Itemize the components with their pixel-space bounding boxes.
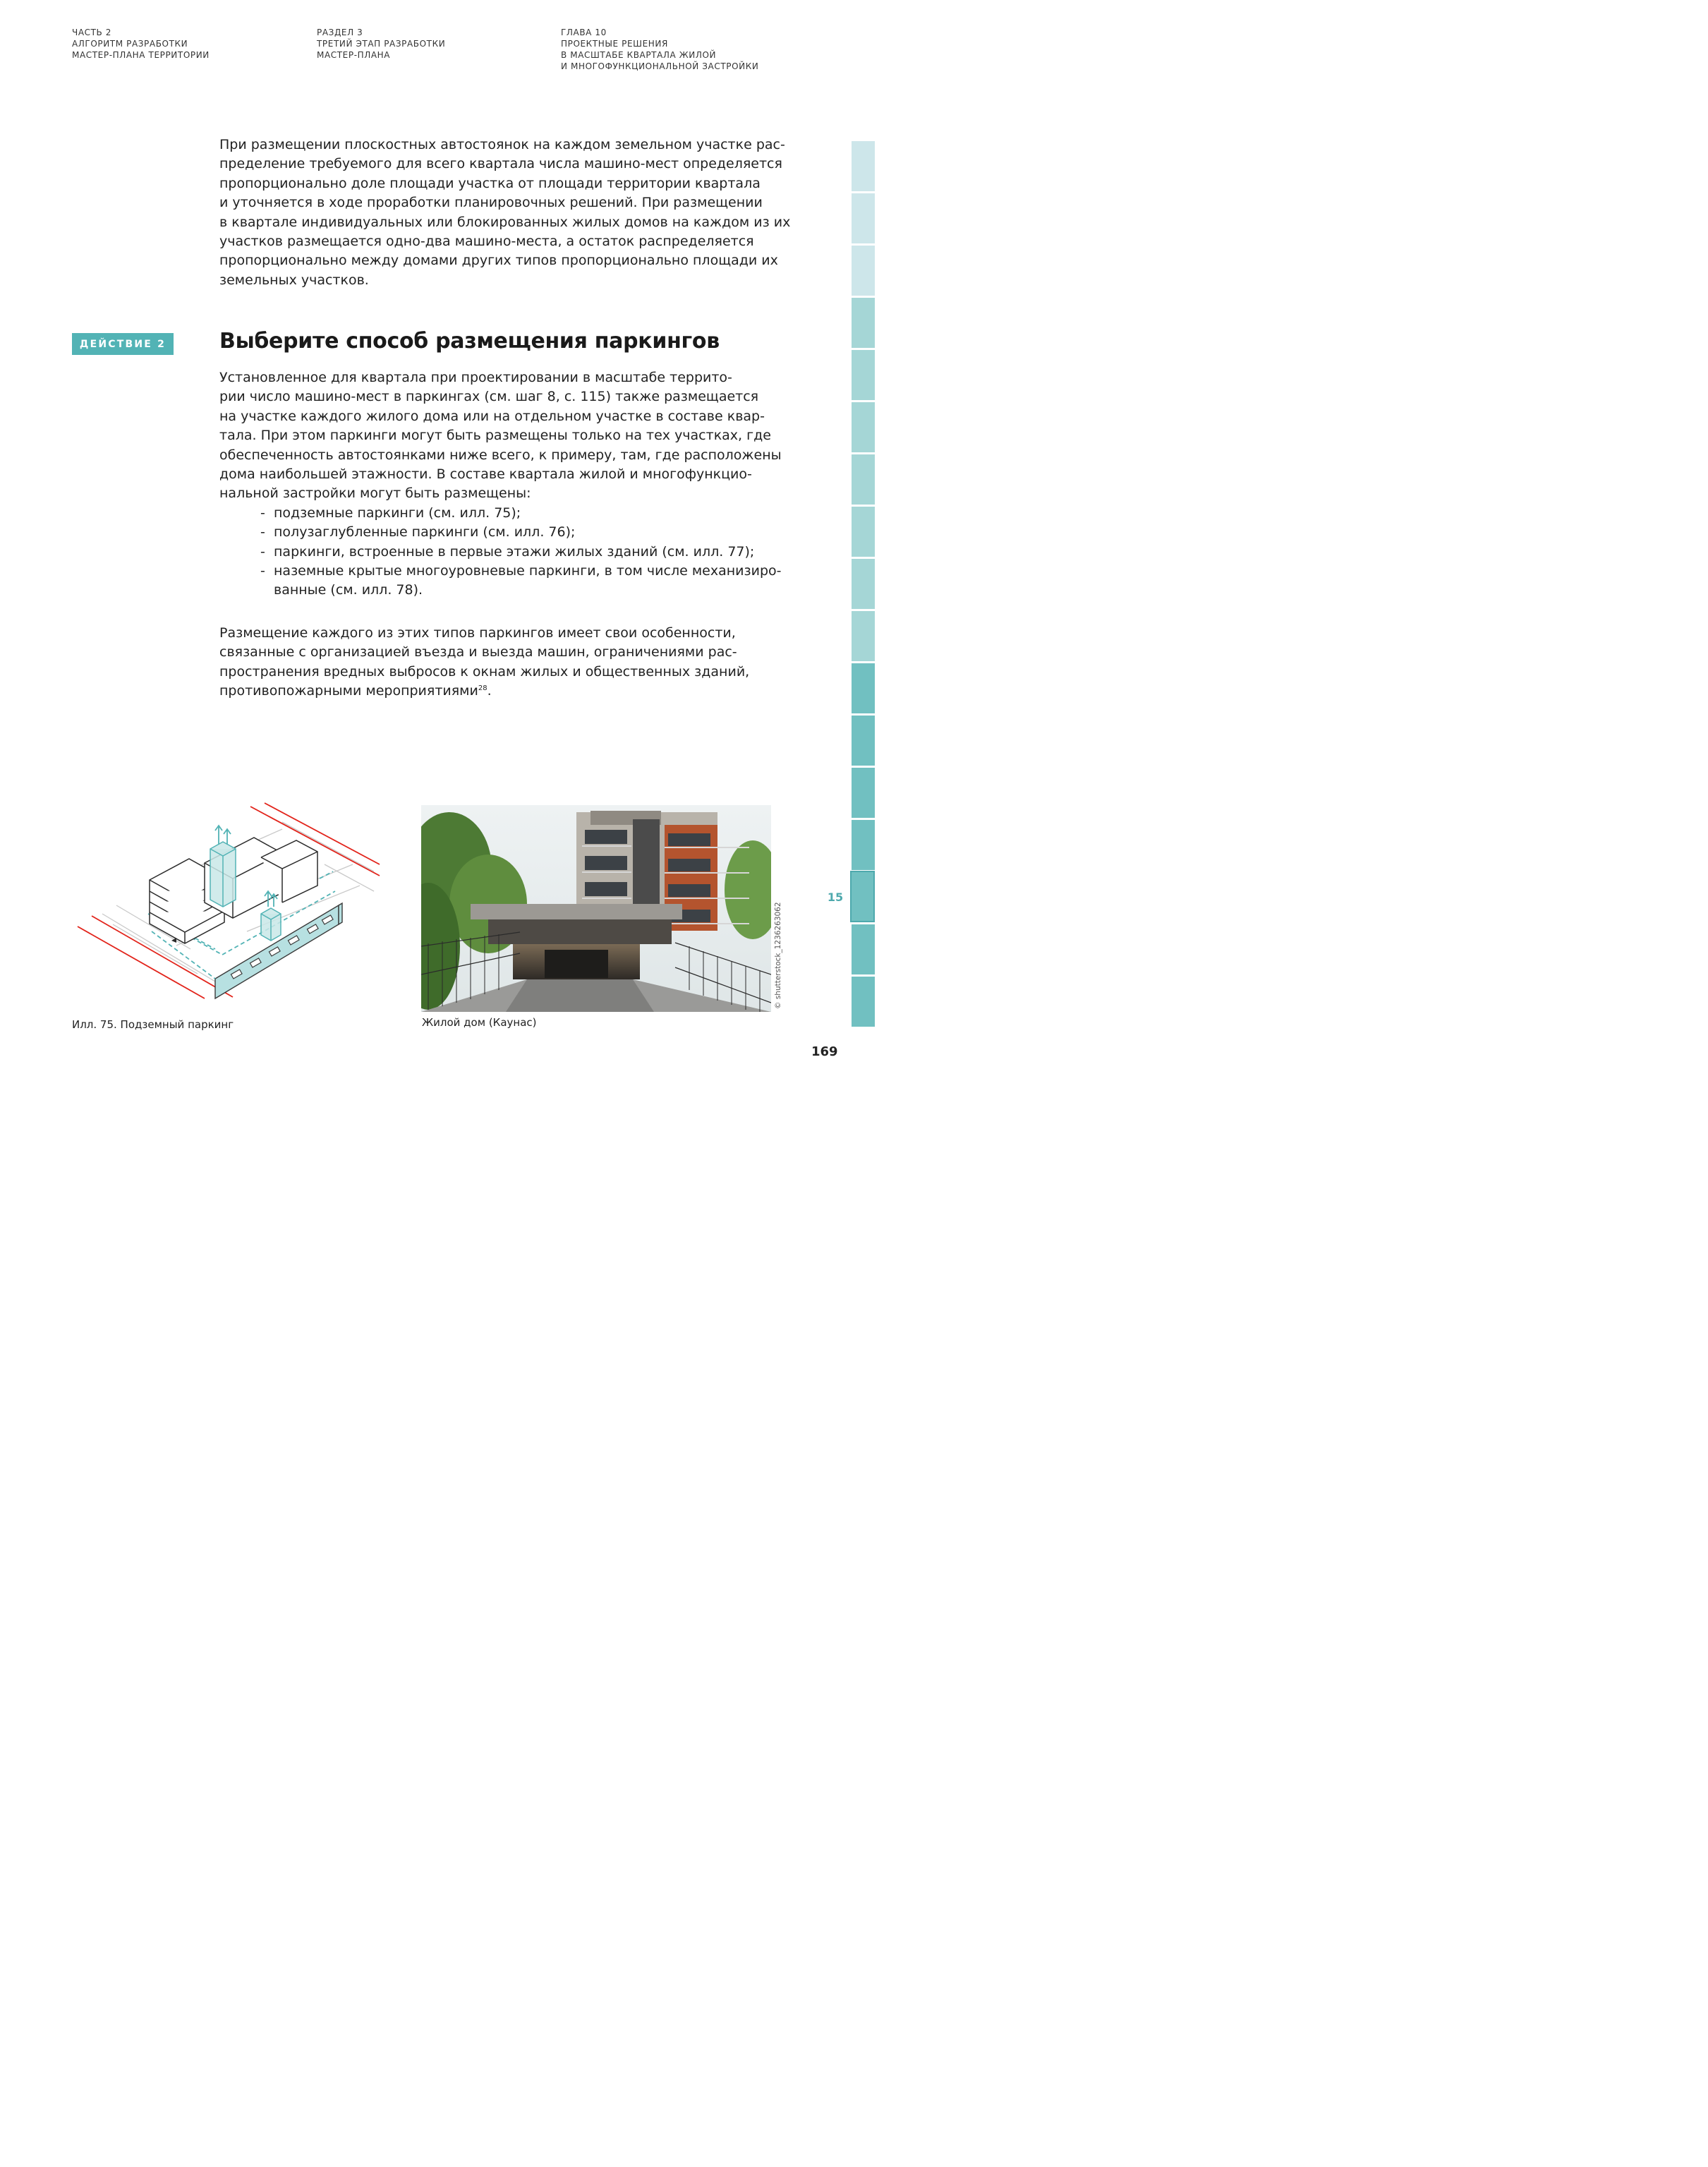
chapter-tab — [852, 454, 875, 505]
chapter-tab — [852, 507, 875, 557]
figure1-caption: Илл. 75. Подземный паркинг — [72, 1018, 234, 1031]
underground-parking-illustration — [71, 801, 381, 1006]
features-paragraph: Размещение каждого из этих типов паркингов имеет свои особенности, связанные с организацией въезда и выезда машин, ограничениями рас- пространения вредных выбросов к окнам жилых и общественных зданий, противопожарными мероприятиями$^{28}$. — [219, 625, 750, 699]
chapter-tab — [852, 402, 875, 452]
chapter-tab — [852, 611, 875, 661]
chapter-tab — [852, 298, 875, 348]
chapter-tab — [852, 559, 875, 609]
header-part: ЧАСТЬ 2 АЛГОРИТМ РАЗРАБОТКИ МАСТЕР-ПЛАНА ТЕРРИТОРИИ — [72, 28, 210, 60]
parking-options-paragraph: Установленное для квартала при проектировании в масштабе террито- рии число машино-мест в паркингах (см. шаг 8, с. 115) также размещается на участке каждого жилого дома или на отдельном участке в составе квар- тала. При этом паркинги могут быть размещены только на тех участках, где обеспеченность автостоянками ниже всего, к примеру, там, где расположены дома наибольшей этажности. В составе квартала жилой и многофункцио- нальной застройки могут быть размещены: - подземные паркинги (см. илл. 75); - полузаглубленные паркинги (см. илл. 76); - паркинги, встроенные в первые этажи жилых зданий (см. илл. 77); - наземные крытые многоуровневые паркинги, в том числе механизиро- ванные (см. илл. 78). — [219, 368, 794, 600]
action-badge: ДЕЙСТВИЕ 2 — [72, 333, 174, 355]
list-item: ванные (см. илл. 78). — [274, 582, 423, 598]
chapter-tab — [852, 820, 875, 870]
chapter-tab — [852, 716, 875, 766]
chapter-tab — [852, 350, 875, 400]
chapter-tab — [852, 924, 875, 974]
section-title: Выберите способ размещения паркингов — [219, 329, 720, 354]
chapter-tab — [852, 246, 875, 296]
header-chapter: ГЛАВА 10 ПРОЕКТНЫЕ РЕШЕНИЯ В МАСШТАБЕ КВАРТАЛА ЖИЛОЙ И МНОГОФУНКЦИОНАЛЬНОЙ ЗАСТРОЙКИ — [561, 28, 759, 71]
intro-paragraph: При размещении плоскостных автостоянок на каждом земельном участке рас- пределение требуемого для всего квартала числа машино-мест определяется пропорционально доле площади участка от площади территории квартала и уточняется в ходе проработки планировочных решений. При размещении в квартале индивидуальных или блокированных жилых домов на каждом из их участков размещается одно-два машино-места, а остаток распределяется пропорционально между домами других типов пропорционально площади их земельных участков. — [219, 137, 791, 288]
footnote-ref: 28 — [478, 684, 487, 693]
building-photo-drawing — [421, 805, 771, 1012]
chapter-tab — [852, 663, 875, 713]
chapter-tab — [852, 977, 875, 1027]
chapter-tab — [852, 193, 875, 243]
list-item: - наземные крытые многоуровневые паркинги, в том числе механизиро- — [260, 563, 782, 579]
chapter-number: 15 — [827, 891, 844, 904]
photo-credit: © shutterstock_1236263062 — [774, 902, 782, 1009]
list-item: - полузаглубленные паркинги (см. илл. 76); — [260, 524, 576, 541]
list-item: - паркинги, встроенные в первые этажи жилых зданий (см. илл. 77); — [260, 543, 755, 560]
chapter-tab — [852, 768, 875, 818]
parking-types-list — [219, 504, 794, 600]
chapter-tab — [852, 141, 875, 191]
header-section: РАЗДЕЛ 3 ТРЕТИЙ ЭТАП РАЗРАБОТКИ МАСТЕР-ПЛАНА — [317, 28, 446, 60]
figure2-caption: Жилой дом (Каунас) — [422, 1016, 537, 1029]
chapter-tab-active — [850, 871, 875, 922]
list-item: - подземные паркинги (см. илл. 75); — [260, 505, 521, 521]
page-number: 169 — [811, 1044, 838, 1059]
residential-building-photo — [421, 805, 771, 1012]
